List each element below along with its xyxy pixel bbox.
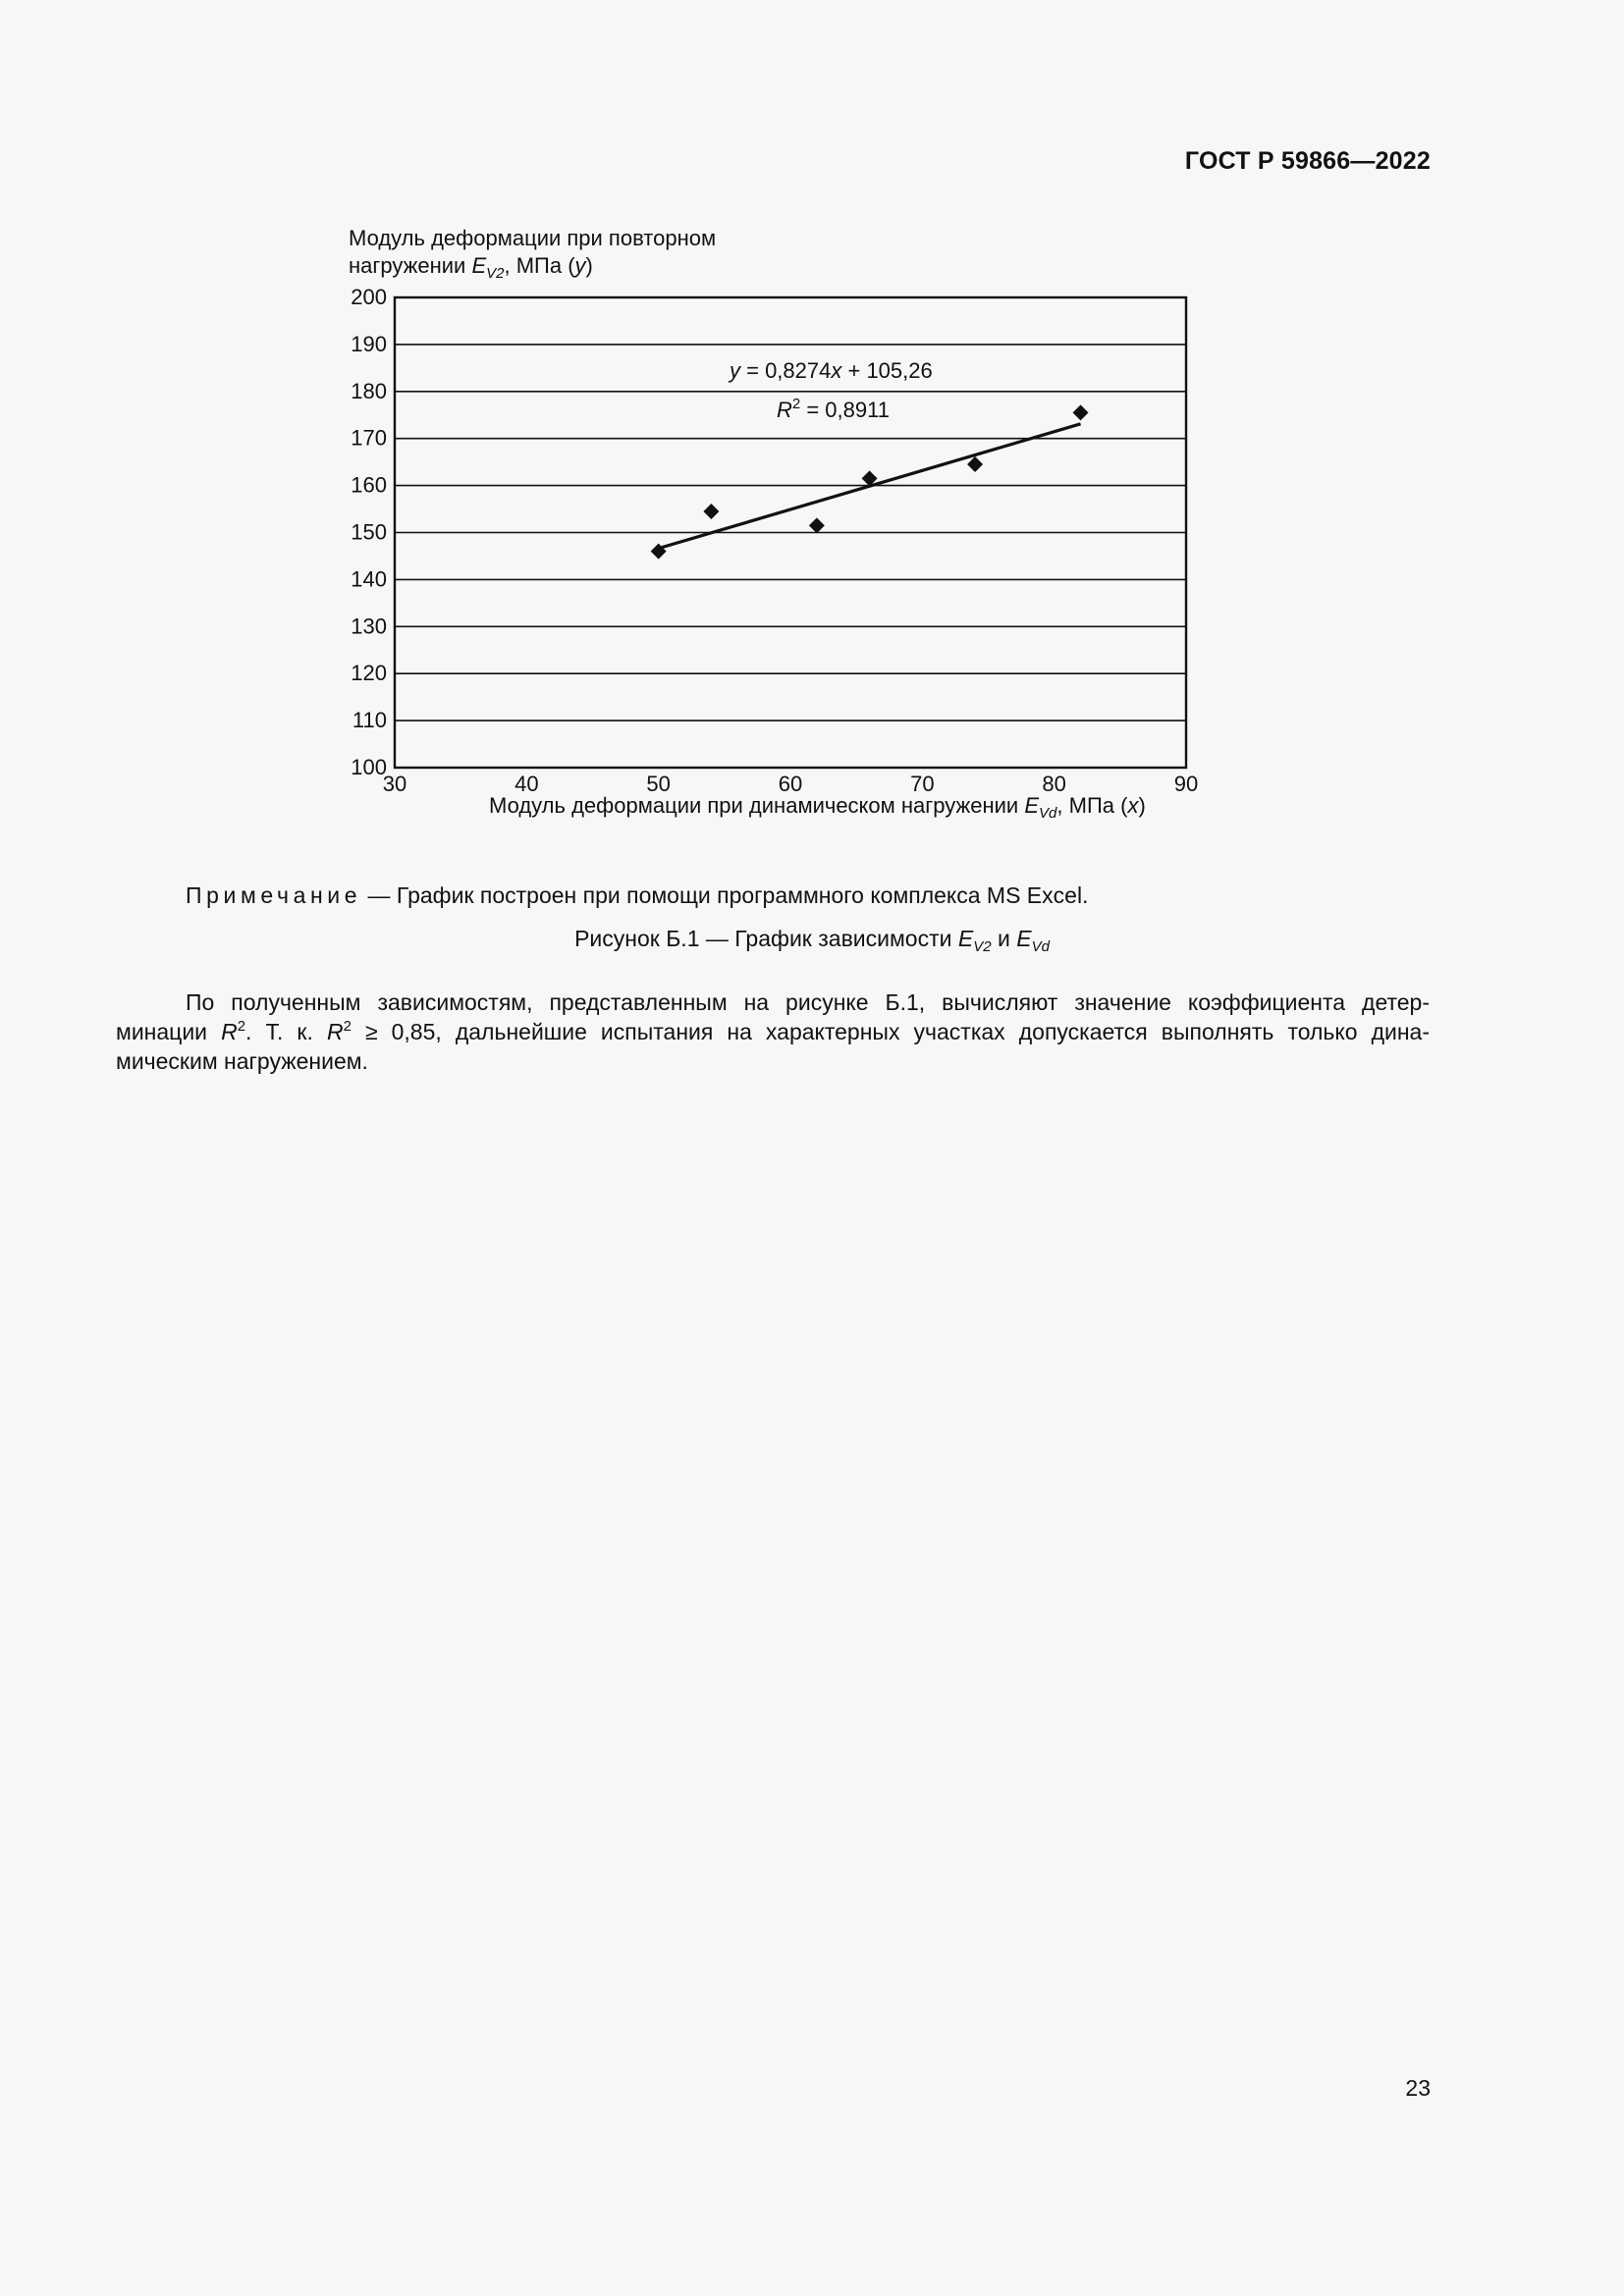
data-point <box>809 517 825 533</box>
y-tick-label: 190 <box>351 331 387 356</box>
x-axis-title: Модуль деформации при динамическом нагружении $E_{Vd}$, МПа (x) <box>489 793 1146 822</box>
y-tick-label: 120 <box>351 661 387 686</box>
paragraph-line-2: минации $R^2$. Т. к. $R^2 \ge 0,85$, дальнейшие испытания на характерных участках допускается выполнять только дина- <box>116 1018 1430 1044</box>
x-tick-label: 70 <box>910 772 935 796</box>
x-tick-label: 90 <box>1173 772 1199 796</box>
body-paragraph <box>116 988 1430 1076</box>
y-tick-label: 100 <box>351 755 387 779</box>
figure-chart <box>334 221 1218 839</box>
x-tick-label: 40 <box>514 772 539 796</box>
data-point <box>703 504 719 519</box>
note-text: — График построен при помощи программного комплекса MS Excel. <box>361 882 1089 908</box>
y-axis-title-line2: нагружении $E_{V2}$, МПа (y) <box>349 253 593 282</box>
paragraph-line-1: По полученным зависимостям, представленным на рисунке Б.1, вычисляют значение коэффициента детер- <box>186 989 1430 1015</box>
chart-plot <box>334 221 1218 839</box>
page-number: 23 <box>1405 2075 1431 2101</box>
x-tick-label: 60 <box>778 772 803 796</box>
x-tick-label: 50 <box>646 772 671 796</box>
figure-caption: Рисунок Б.1 — График зависимости $E_{V2}$ и $E_{Vd}$ <box>574 926 1050 955</box>
y-tick-label: 160 <box>351 472 387 498</box>
document-code: ГОСТ Р 59866—2022 <box>1184 147 1431 175</box>
paragraph-line-3: мическим нагружением. <box>116 1048 368 1074</box>
x-tick-label: 30 <box>382 772 407 796</box>
y-axis-title-line1: Модуль деформации при повторном <box>349 226 717 250</box>
data-point <box>967 456 983 472</box>
data-point <box>1073 404 1089 420</box>
y-tick-label: 130 <box>351 614 387 639</box>
y-tick-label: 180 <box>351 378 387 403</box>
y-tick-label: 150 <box>351 519 387 545</box>
r-squared-label: $R^2 = 0,8911$ <box>777 396 890 422</box>
figure-note <box>186 882 1088 909</box>
x-tick-label: 80 <box>1042 772 1066 796</box>
y-tick-label: 110 <box>352 708 387 733</box>
y-tick-label: 140 <box>351 566 387 592</box>
note-label: Примечание <box>186 882 362 908</box>
regression-equation: y = 0,8274x + 105,26 <box>730 358 933 383</box>
y-tick-label: 200 <box>351 285 387 309</box>
y-tick-label: 170 <box>351 425 387 451</box>
